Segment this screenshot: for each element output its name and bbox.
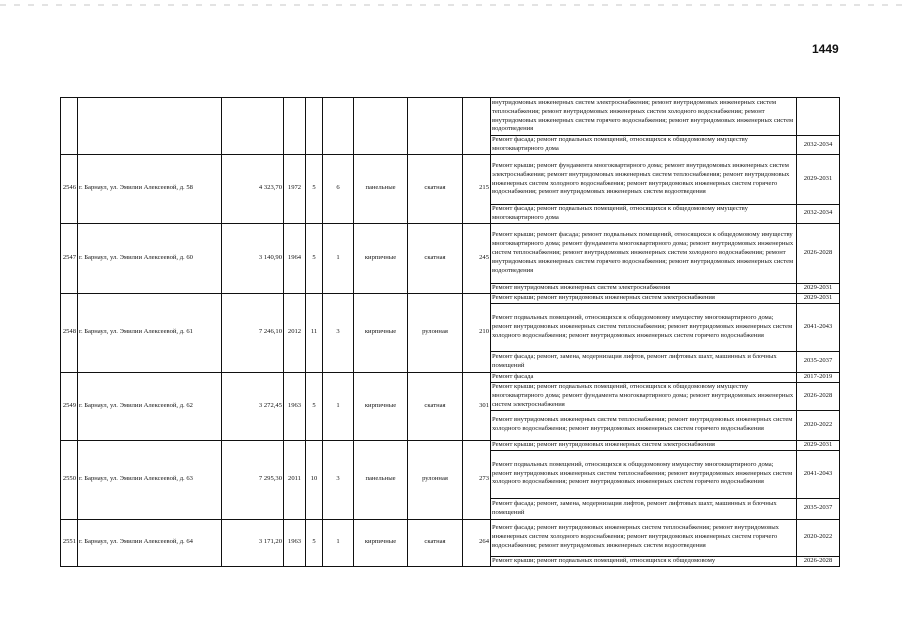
cell-work-types: Ремонт внутридомовых инженерных систем электроснабжения (491, 283, 797, 293)
cell-roof-type (408, 98, 463, 155)
cell-area: 3 272,45 (222, 372, 284, 440)
cell-year: 1972 (284, 155, 306, 224)
cell-period: 2026-2028 (797, 556, 840, 566)
cell-period: 2020-2022 (797, 519, 840, 556)
cell-address: г. Барнаул, ул. Эмилии Алексеевой, д. 61 (78, 293, 222, 372)
cell-work-types: Ремонт фасада; ремонт, замена, модернизация лифтов, ремонт лифтовых шахт, машинных и блочных помещений (491, 498, 797, 519)
housing-register-table (60, 97, 840, 567)
cell-roof-type: скатная (408, 155, 463, 224)
cell-floors: 10 (306, 440, 323, 519)
cell-residents: 215 (463, 155, 491, 224)
cell-residents: 245 (463, 223, 491, 293)
cell-period: 2041-2043 (797, 303, 840, 351)
cell-num: 2546 (61, 155, 78, 224)
scan-edge-noise (0, 4, 904, 6)
cell-year: 2011 (284, 440, 306, 519)
cell-area: 3 140,90 (222, 223, 284, 293)
cell-period: 2041-2043 (797, 450, 840, 498)
cell-num: 2549 (61, 372, 78, 440)
cell-period: 2020-2022 (797, 410, 840, 440)
cell-entrances: 6 (323, 155, 354, 224)
cell-work-types: Ремонт фасада; ремонт, замена, модернизация лифтов, ремонт лифтовых шахт, машинных и блочных помещений (491, 351, 797, 372)
table-row (61, 519, 840, 556)
cell-area: 4 323,70 (222, 155, 284, 224)
cell-entrances: 1 (323, 372, 354, 440)
cell-floors: 5 (306, 155, 323, 224)
cell-entrances: 1 (323, 223, 354, 293)
cell-floors: 5 (306, 372, 323, 440)
cell-roof-type: скатная (408, 372, 463, 440)
cell-work-types: Ремонт внутридомовых инженерных систем теплоснабжения; ремонт внутридомовых инженерных систем холодного водоснабжения; ремонт внутридомовых инженерных систем горячего водоснабжения (491, 410, 797, 440)
cell-work-types: внутридомовых инженерных систем электроснабжения; ремонт внутридомовых инженерных систем теплоснабжения; ремонт внутридомовых инженерных систем холодного водоснабжения; ремонт внутридомовых инженерных систем горячего водоснабжения; ремонт внутридомовых инженерных систем водоотведения (491, 98, 797, 136)
table-row (61, 372, 840, 382)
cell-residents: 301 (463, 372, 491, 440)
cell-work-types: Ремонт крыши; ремонт подвальных помещений, относящихся к общедомовому (491, 556, 797, 566)
table-row (61, 223, 840, 283)
cell-period: 2026-2028 (797, 223, 840, 283)
cell-num: 2551 (61, 519, 78, 566)
cell-entrances (323, 98, 354, 155)
cell-work-types: Ремонт крыши; ремонт подвальных помещений, относящихся к общедомовому имуществу многоквартирного дома; ремонт фундамента многоквартирного дома; ремонт внутридомовых инженерных систем электроснабжения (491, 382, 797, 410)
cell-floors: 5 (306, 519, 323, 566)
cell-period: 2032-2034 (797, 136, 840, 155)
cell-period: 2017-2019 (797, 372, 840, 382)
cell-period (797, 98, 840, 136)
cell-area (222, 98, 284, 155)
cell-num (61, 98, 78, 155)
cell-work-types: Ремонт крыши; ремонт внутридомовых инженерных систем электроснабжения (491, 440, 797, 450)
cell-work-types: Ремонт крыши; ремонт внутридомовых инженерных систем электроснабжения (491, 293, 797, 303)
cell-address: г. Барнаул, ул. Эмилии Алексеевой, д. 64 (78, 519, 222, 566)
cell-roof-type: рулонная (408, 293, 463, 372)
cell-address: г. Барнаул, ул. Эмилии Алексеевой, д. 62 (78, 372, 222, 440)
cell-floors: 11 (306, 293, 323, 372)
cell-num: 2548 (61, 293, 78, 372)
page-number: 1449 (812, 42, 839, 56)
cell-period: 2029-2031 (797, 155, 840, 205)
cell-wall-material: кирпичные (354, 293, 408, 372)
cell-wall-material: панельные (354, 155, 408, 224)
cell-period: 2032-2034 (797, 205, 840, 224)
cell-period: 2029-2031 (797, 283, 840, 293)
cell-residents: 273 (463, 440, 491, 519)
cell-year (284, 98, 306, 155)
cell-year: 1964 (284, 223, 306, 293)
cell-period: 2035-2037 (797, 498, 840, 519)
cell-wall-material: кирпичные (354, 372, 408, 440)
cell-area: 7 246,10 (222, 293, 284, 372)
cell-num: 2547 (61, 223, 78, 293)
cell-residents (463, 98, 491, 155)
table-row (61, 98, 840, 136)
cell-address (78, 98, 222, 155)
cell-roof-type: скатная (408, 519, 463, 566)
cell-work-types: Ремонт крыши; ремонт фасада; ремонт подвальных помещений, относящихся к общедомовому имуществу многоквартирного дома; ремонт фундамента многоквартирного дома; ремонт внутридомовых инженерных систем теплоснабжения; ремонт внутридомовых инженерных систем холодного водоснабжения; ремонт внутридомовых инженерных систем горячего водоснабжения; ремонт внутридомовых инженерных систем водоотведения (491, 223, 797, 283)
cell-roof-type: рулонная (408, 440, 463, 519)
cell-address: г. Барнаул, ул. Эмилии Алексеевой, д. 58 (78, 155, 222, 224)
cell-work-types: Ремонт фасада; ремонт подвальных помещений, относящихся к общедомовому имуществу многоквартирного дома (491, 136, 797, 155)
table-row (61, 440, 840, 450)
cell-period: 2035-2037 (797, 351, 840, 372)
cell-entrances: 3 (323, 293, 354, 372)
cell-area: 7 295,30 (222, 440, 284, 519)
cell-work-types: Ремонт фасада; ремонт подвальных помещений, относящихся к общедомовому имуществу многоквартирного дома (491, 205, 797, 224)
cell-floors: 5 (306, 223, 323, 293)
cell-period: 2029-2031 (797, 440, 840, 450)
cell-period: 2029-2031 (797, 293, 840, 303)
cell-work-types: Ремонт подвальных помещений, относящихся к общедомовому имуществу многоквартирного дома; ремонт внутридомовых инженерных систем теплоснабжения; ремонт внутридомовых инженерных систем холодного водоснабжения; ремонт внутридомовых инженерных систем горячего водоснабжения (491, 303, 797, 351)
cell-wall-material: кирпичные (354, 223, 408, 293)
table-row (61, 155, 840, 205)
table-body (61, 98, 840, 567)
cell-num: 2550 (61, 440, 78, 519)
cell-wall-material (354, 98, 408, 155)
table-row (61, 293, 840, 303)
cell-wall-material: панельные (354, 440, 408, 519)
cell-floors (306, 98, 323, 155)
cell-year: 1963 (284, 372, 306, 440)
cell-area: 3 171,20 (222, 519, 284, 566)
cell-work-types: Ремонт крыши; ремонт фундамента многоквартирного дома; ремонт внутридомовых инженерных систем электроснабжения; ремонт внутридомовых инженерных систем теплоснабжения; ремонт внутридомовых инженерных систем холодного водоснабжения; ремонт внутридомовых инженерных систем горячего водоснабжения; ремонт внутридомовых инженерных систем водоотведения (491, 155, 797, 205)
cell-wall-material: кирпичные (354, 519, 408, 566)
cell-residents: 210 (463, 293, 491, 372)
cell-year: 1963 (284, 519, 306, 566)
cell-entrances: 3 (323, 440, 354, 519)
cell-year: 2012 (284, 293, 306, 372)
cell-work-types: Ремонт подвальных помещений, относящихся к общедомовому имуществу многоквартирного дома; ремонт внутридомовых инженерных систем теплоснабжения; ремонт внутридомовых инженерных систем холодного водоснабжения; ремонт внутридомовых инженерных систем горячего водоснабжения (491, 450, 797, 498)
cell-entrances: 1 (323, 519, 354, 566)
cell-address: г. Барнаул, ул. Эмилии Алексеевой, д. 63 (78, 440, 222, 519)
cell-work-types: Ремонт фасада; ремонт внутридомовых инженерных систем теплоснабжения; ремонт внутридомовых инженерных систем холодного водоснабжения; ремонт внутридомовых инженерных систем горячего водоснабжения; ремонт внутридомовых инженерных систем водоотведения (491, 519, 797, 556)
cell-work-types: Ремонт фасада (491, 372, 797, 382)
cell-period: 2026-2028 (797, 382, 840, 410)
cell-roof-type: скатная (408, 223, 463, 293)
cell-residents: 264 (463, 519, 491, 566)
cell-address: г. Барнаул, ул. Эмилии Алексеевой, д. 60 (78, 223, 222, 293)
